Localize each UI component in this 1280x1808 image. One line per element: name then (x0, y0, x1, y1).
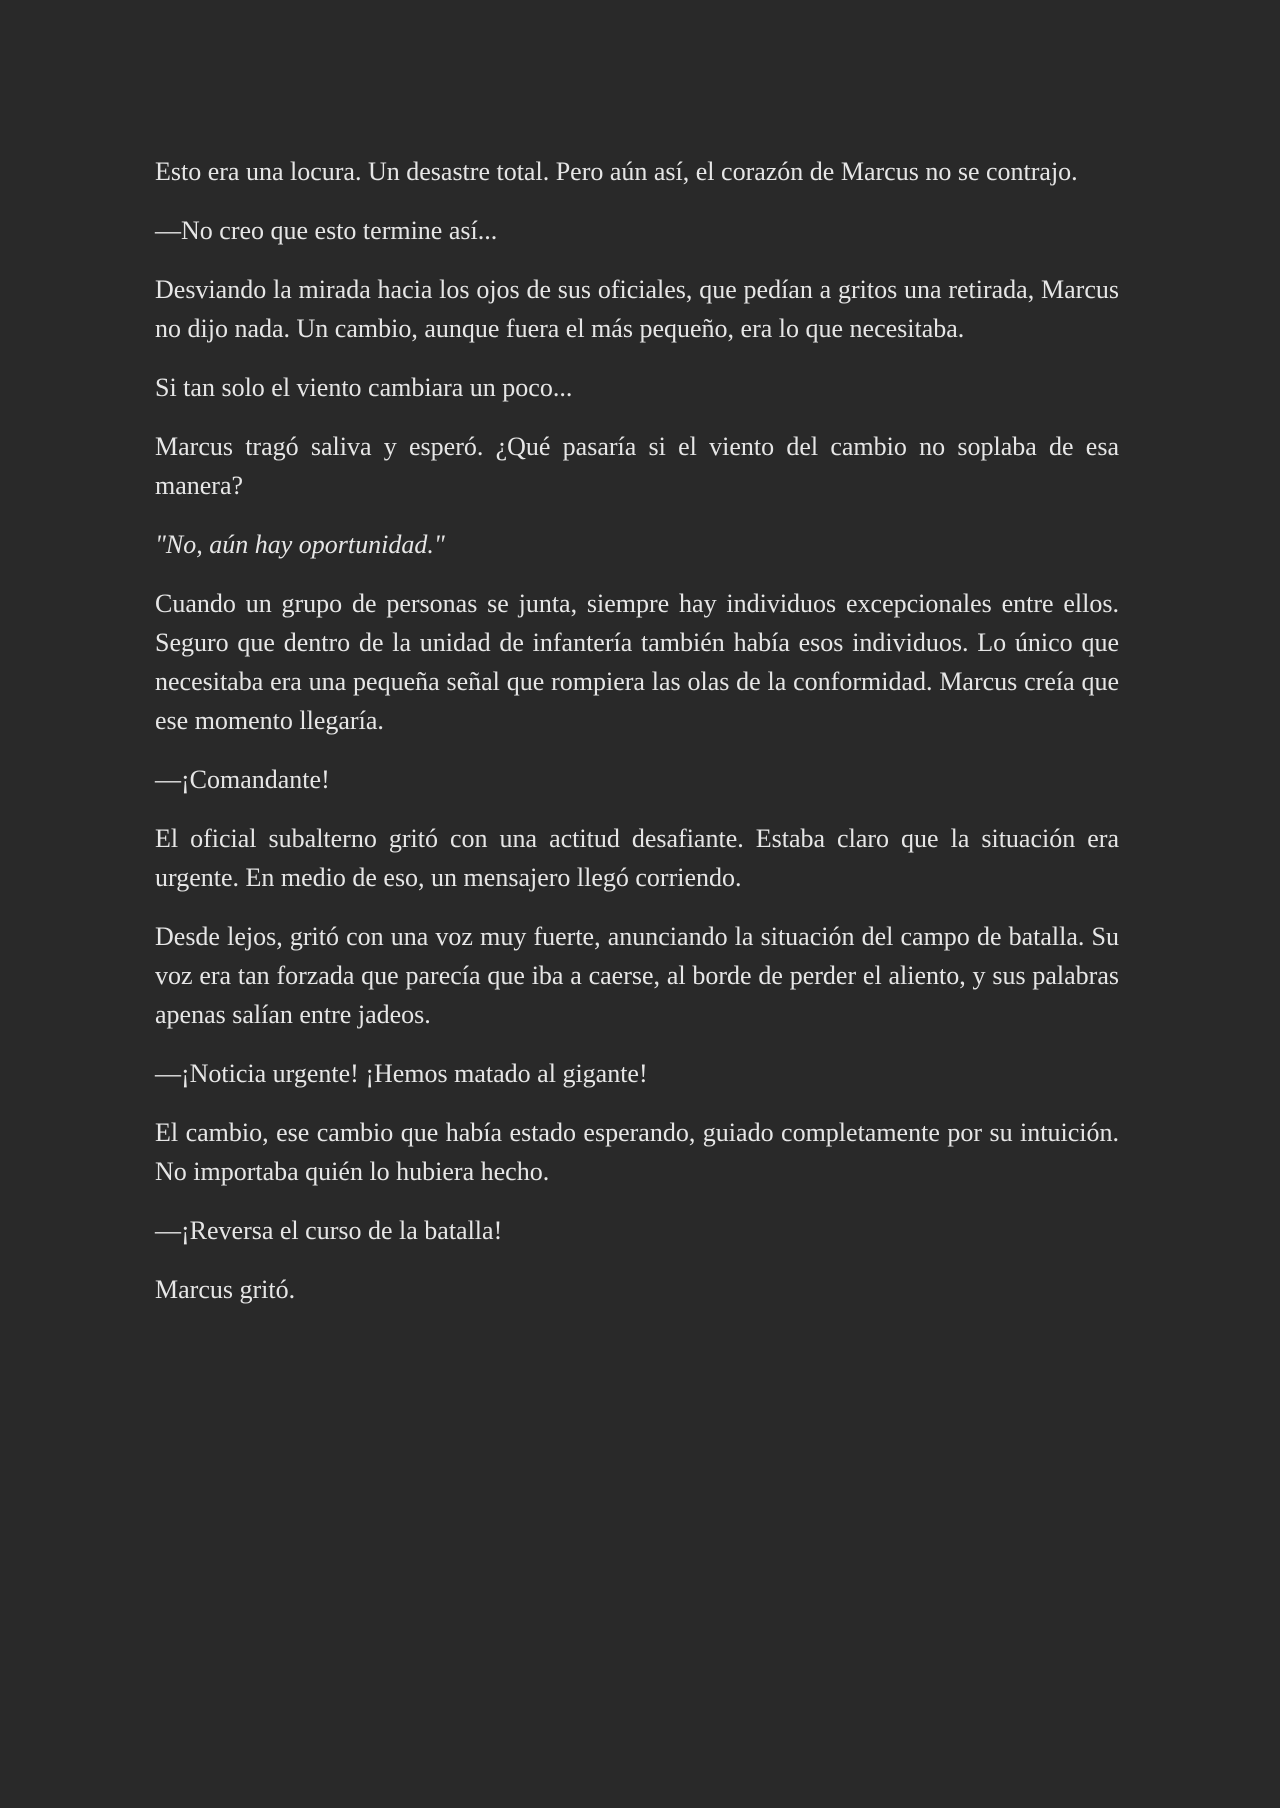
paragraph: Desviando la mirada hacia los ojos de sus oficiales, que pedían a gritos una retirada, Marcus no dijo nada. Un cambio, aunque fuera el más pequeño, era lo que necesitaba. (155, 275, 1119, 343)
paragraph: Marcus tragó saliva y esperó. ¿Qué pasaría si el viento del cambio no soplaba de esa manera? (155, 432, 1119, 500)
paragraph: Si tan solo el viento cambiara un poco... (155, 373, 573, 402)
paragraph: Esto era una locura. Un desastre total. Pero aún así, el corazón de Marcus no se contrajo. (155, 157, 1078, 186)
paragraph: El cambio, ese cambio que había estado esperando, guiado completamente por su intuición. No importaba quién lo hubiera hecho. (155, 1118, 1119, 1186)
chapter-text-body (155, 152, 1119, 1309)
paragraph: Desde lejos, gritó con una voz muy fuerte, anunciando la situación del campo de batalla. Su voz era tan forzada que parecía que iba a caerse, al borde de perder el aliento, y sus palabras apenas salían entre jadeos. (155, 922, 1119, 1029)
paragraph: El oficial subalterno gritó con una actitud desafiante. Estaba claro que la situación era urgente. En medio de eso, un mensajero llegó corriendo. (155, 824, 1119, 892)
inner-thought-paragraph: "No, aún hay oportunidad." (155, 530, 445, 559)
dialogue-paragraph: —¡Noticia urgente! ¡Hemos matado al gigante! (155, 1059, 648, 1088)
paragraph: Cuando un grupo de personas se junta, siempre hay individuos excepcionales entre ellos. Seguro que dentro de la unidad de infantería también había esos individuos. Lo único que necesitaba era una pequeña señal que rompiera las olas de la conformidad. Marcus creía que ese momento llegaría. (155, 589, 1119, 735)
dialogue-paragraph: —¡Reversa el curso de la batalla! (155, 1216, 503, 1245)
dialogue-paragraph: —¡Comandante! (155, 765, 330, 794)
dialogue-paragraph: —No creo que esto termine así... (155, 216, 498, 245)
paragraph: Marcus gritó. (155, 1275, 296, 1304)
